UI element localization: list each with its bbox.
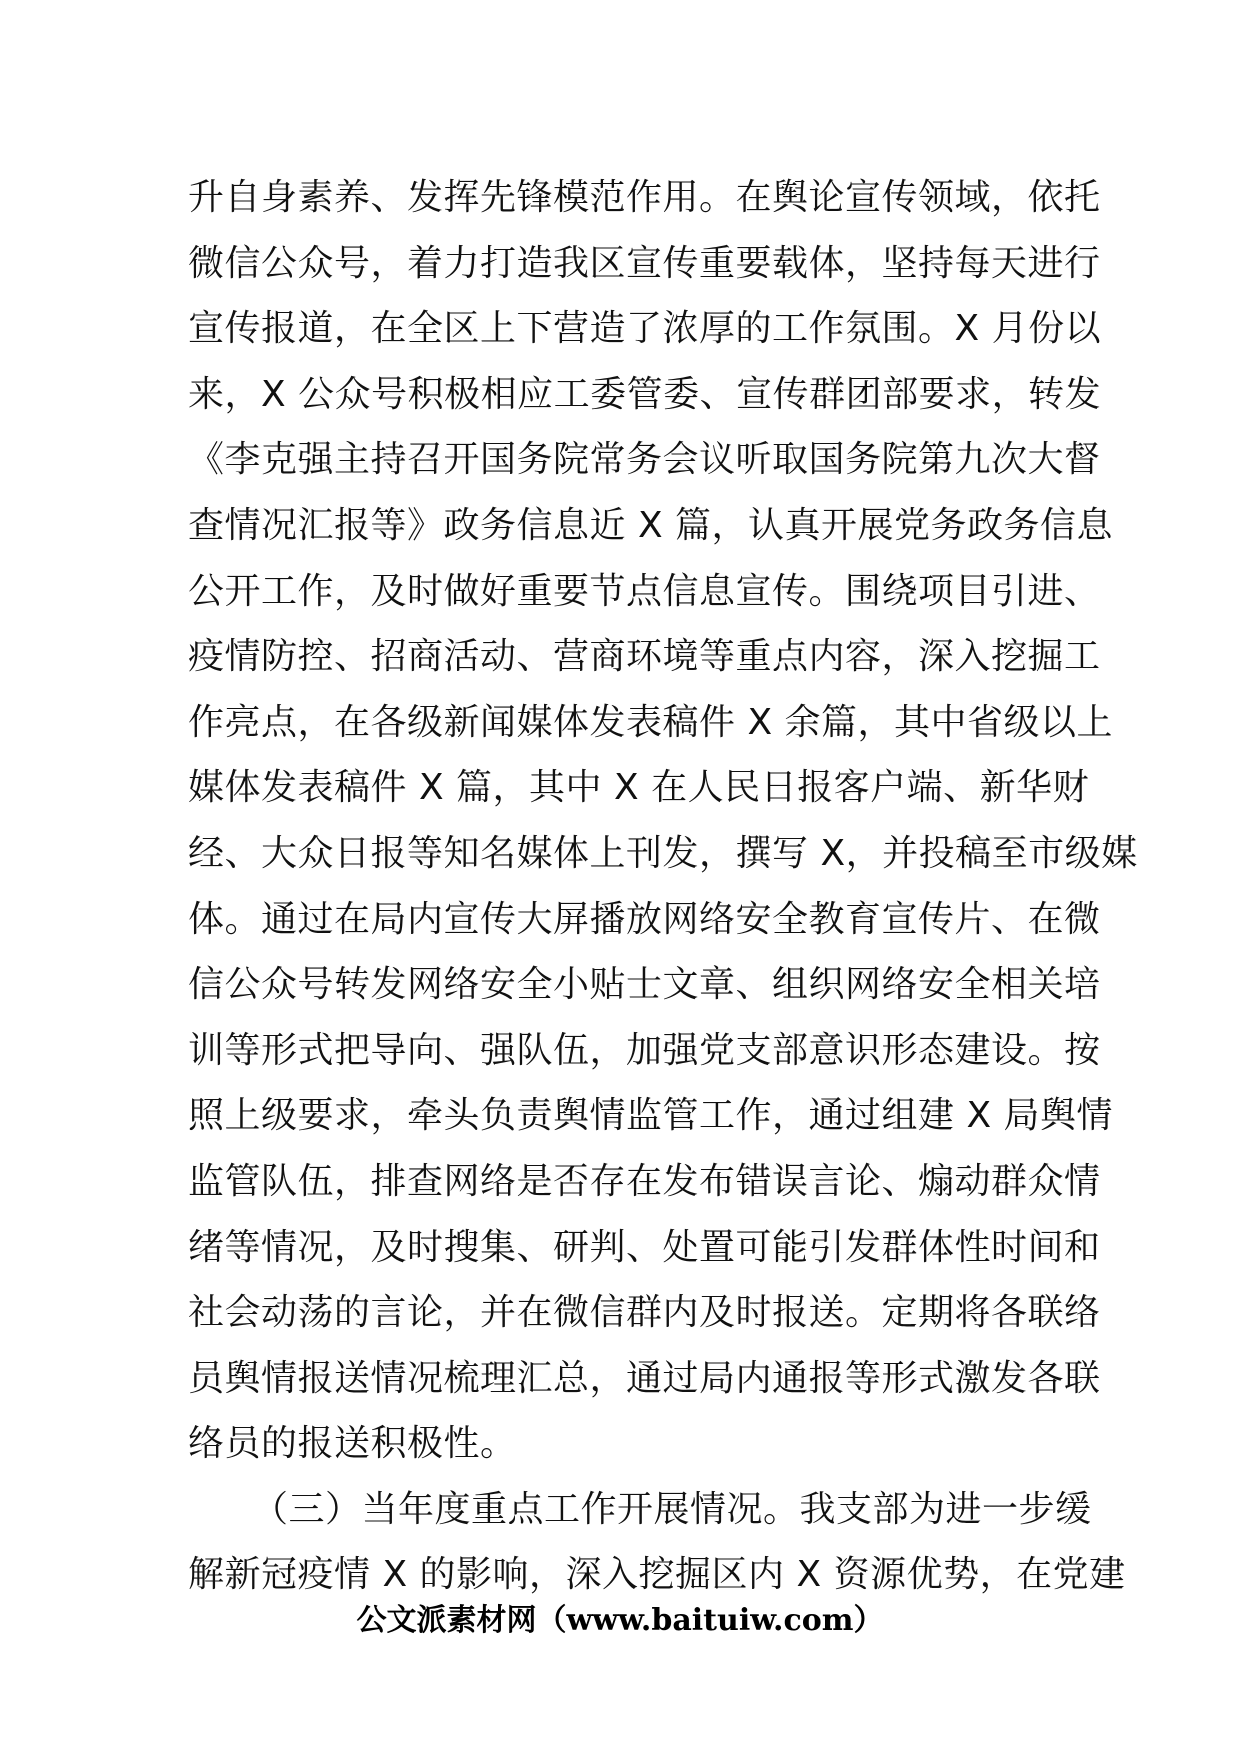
text-line: 作亮点，在各级新闻媒体发表稿件 X 余篇，其中省级以上: [188, 701, 1114, 743]
text-line: 信公众号转发网络安全小贴士文章、组织网络安全相关培: [188, 964, 1101, 1006]
text-line: 升自身素养、发挥先锋模范作用。在舆论宣传领域，依托: [188, 177, 1101, 218]
text-line: 来，X 公众号积极相应工委管委、宣传群团部要求，转发: [188, 373, 1102, 415]
text-line: 照上级要求，牵头负责舆情监管工作，通过组建 X 局舆情: [188, 1095, 1114, 1137]
text-line: 宣传报道，在全区上下营造了浓厚的工作氛围。X 月份以: [188, 308, 1102, 350]
text-line: 绪等情况，及时搜集、研判、处置可能引发群体性时间和: [188, 1226, 1101, 1268]
text-line: 媒体发表稿件 X 篇，其中 X 在人民日报客户端、新华财: [188, 767, 1090, 809]
text-line: 微信公众号，着力打造我区宣传重要载体，坚持每天进行: [188, 242, 1101, 284]
text-line: 查情况汇报等》政务信息近 X 篇，认真开展党务政务信息: [188, 504, 1114, 546]
text-line: 员舆情报送情况梳理汇总，通过局内通报等形式激发各联: [188, 1357, 1101, 1399]
text-line: 公开工作，及时做好重要节点信息宣传。围绕项目引进、: [188, 570, 1101, 612]
text-line: 络员的报送积极性。: [188, 1423, 517, 1465]
text-line: 疫情防控、招商活动、营商环境等重点内容，深入挖掘工: [188, 636, 1101, 678]
footer-watermark: 公文派素材网（www.baituiw.com）: [356, 1603, 884, 1638]
text-line: 社会动荡的言论，并在微信群内及时报送。定期将各联络: [188, 1292, 1101, 1334]
text-line: 训等形式把导向、强队伍，加强党支部意识形态建设。按: [188, 1029, 1101, 1071]
text-line: 监管队伍，排查网络是否存在发布错误言论、煽动群众情: [188, 1160, 1101, 1202]
text-line: 体。通过在局内宣传大屏播放网络安全教育宣传片、在微: [188, 898, 1101, 940]
text-line: （三）当年度重点工作开展情况。我支部为进一步缓: [252, 1488, 1092, 1530]
document-body: [188, 165, 1138, 1608]
text-line: 经、大众日报等知名媒体上刊发，撰写 X，并投稿至市级媒: [188, 832, 1138, 874]
text-line: 《李克强主持召开国务院常务会议听取国务院第九次大督: [188, 439, 1101, 481]
text-line: 解新冠疫情 X 的影响，深入挖掘区内 X 资源优势，在党建: [188, 1554, 1126, 1596]
